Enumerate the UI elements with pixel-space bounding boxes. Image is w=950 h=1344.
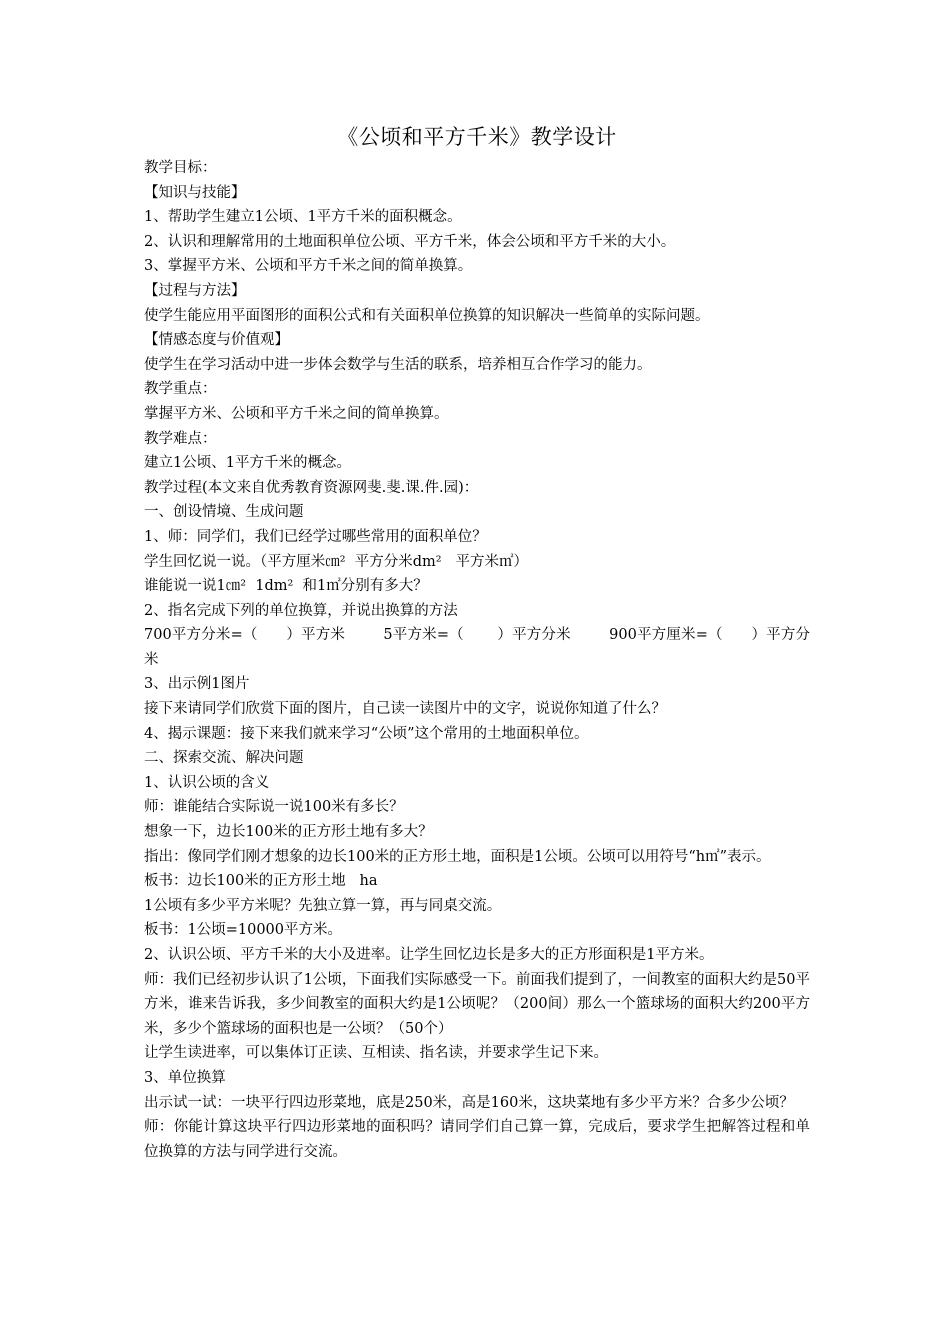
section-heading-part-two: 二、探索交流、解决问题 <box>144 750 304 767</box>
section-heading-process: 教学过程(本文来自优秀教育资源网斐.斐.课.件.园)： <box>144 479 479 496</box>
board-note: 板书：边长100米的正方形土地 ha <box>144 873 378 890</box>
paragraph: 谁能说一说1㎝² 1dm² 和1㎡分别有多大？ <box>144 578 428 595</box>
exercise-line: 700平方分米=（ ）平方米 5平方米=（ ）平方分米 900平方厘米=（ ）平方分米 <box>144 627 810 668</box>
paragraph: 学生回忆说一说。（平方厘米㎝² 平方分米dm² 平方米㎡） <box>144 553 528 570</box>
paragraph: 4、揭示课题：接下来我们就来学习“公顷”这个常用的土地面积单位。 <box>144 725 589 742</box>
objective-item: 1、帮助学生建立1公顷、1平方千米的面积概念。 <box>144 209 462 226</box>
objective-item: 2、认识和理解常用的土地面积单位公顷、平方千米，体会公顷和平方千米的大小。 <box>144 233 676 250</box>
objective-item: 3、掌握平方米、公顷和平方千米之间的简单换算。 <box>144 258 473 275</box>
paragraph: 师：你能计算这块平行四边形菜地的面积吗？请同学们自己算一算，完成后，要求学生把解答过程和单位换算的方法与同学进行交流。 <box>144 1119 810 1160</box>
paragraph: 3、出示例1图片 <box>144 676 250 693</box>
subheading-process-methods: 【过程与方法】 <box>144 282 246 299</box>
paragraph: 建立1公顷、1平方千米的概念。 <box>144 455 351 472</box>
paragraph: 1、认识公顷的含义 <box>144 774 270 791</box>
paragraph: 接下来请同学们欣赏下面的图片，自己读一读图片中的文字，说说你知道了什么？ <box>144 701 666 718</box>
subheading-attitude-values: 【情感态度与价值观】 <box>144 332 289 349</box>
paragraph: 使学生能应用平面图形的面积公式和有关面积单位换算的知识解决一些简单的实际问题。 <box>144 307 710 324</box>
paragraph: 出示试一试：一块平行四边形菜地，底是250米，高是160米，这块菜地有多少平方米？合多少公顷？ <box>144 1094 794 1111</box>
paragraph: 让学生读进率，可以集体订正读、互相读、指名读，并要求学生记下来。 <box>144 1045 608 1062</box>
paragraph: 1公顷有多少平方米呢？先独立算一算，再与同桌交流。 <box>144 897 502 914</box>
paragraph: 3、单位换算 <box>144 1069 226 1086</box>
paragraph: 掌握平方米、公顷和平方千米之间的简单换算。 <box>144 405 449 422</box>
section-heading-key-points: 教学重点： <box>144 381 217 398</box>
section-heading-difficulties: 教学难点： <box>144 430 217 447</box>
section-heading-part-one: 一、创设情境、生成问题 <box>144 504 304 521</box>
section-heading-objectives: 教学目标： <box>144 160 217 176</box>
paragraph: 师：谁能结合实际说一说100米有多长？ <box>144 799 404 816</box>
paragraph: 师：我们已经初步认识了1公顷，下面我们实际感受一下。前面我们提到了，一间教室的面积大约是50平方米，谁来告诉我，多少间教室的面积大约是1公顷呢？（200间）那么一个篮球场的面积大约200平方米，多少个篮球场的面积也是一公顷？（50个） <box>144 971 810 1037</box>
paragraph: 1、师：同学们，我们已经学过哪些常用的面积单位？ <box>144 528 487 545</box>
paragraph: 想象一下，边长100米的正方形土地有多大？ <box>144 824 433 841</box>
document-page <box>144 118 810 1164</box>
board-note: 板书：1公顷=10000平方米。 <box>144 922 343 939</box>
paragraph: 2、指名完成下列的单位换算，并说出换算的方法 <box>144 602 458 619</box>
paragraph: 指出：像同学们刚才想象的边长100米的正方形土地，面积是1公顷。公顷可以用符号“h㎡”表示。 <box>144 848 771 865</box>
subheading-knowledge-skills: 【知识与技能】 <box>144 184 246 201</box>
document-title: 《公顷和平方千米》教学设计 <box>337 125 617 149</box>
paragraph: 2、认识公顷、平方千米的大小及进率。让学生回忆边长是多大的正方形面积是1平方米。 <box>144 947 714 963</box>
paragraph: 使学生在学习活动中进一步体会数学与生活的联系，培养相互合作学习的能力。 <box>144 356 652 373</box>
